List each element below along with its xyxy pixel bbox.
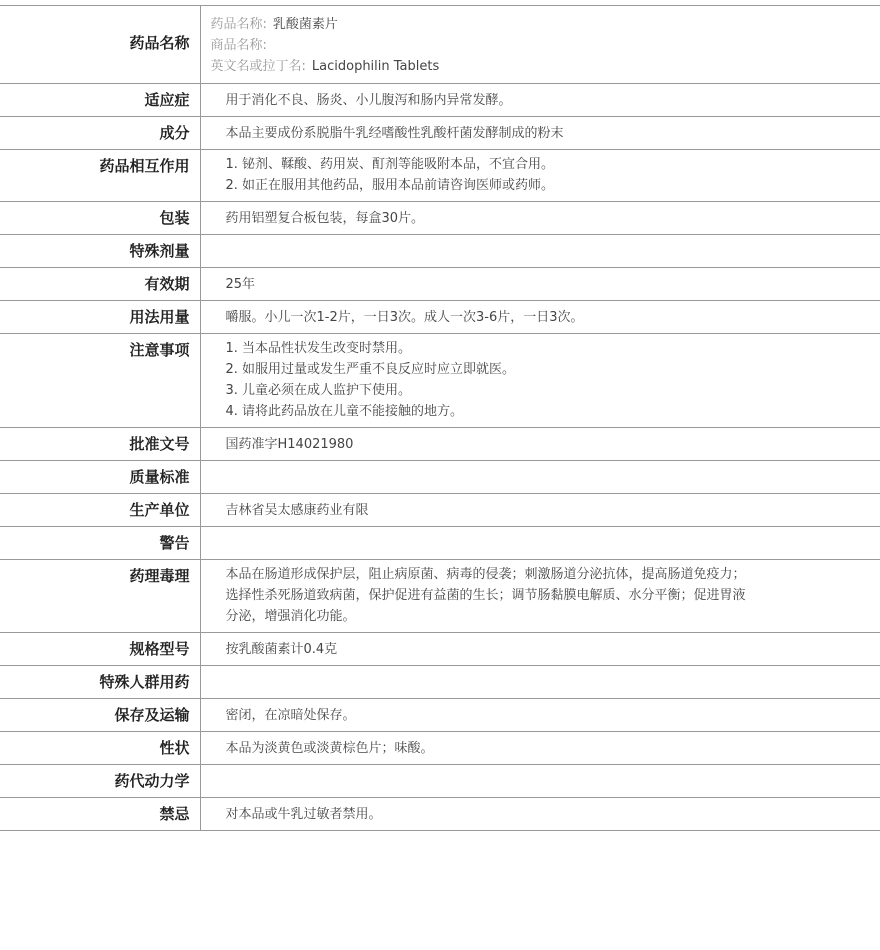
label-pharmacokinetics: 药代动力学	[0, 765, 200, 798]
value-packaging	[200, 202, 880, 235]
row-packaging	[0, 202, 880, 235]
label-dosage: 用法用量	[0, 301, 200, 334]
label-warning: 警告	[0, 527, 200, 560]
value-precautions	[200, 334, 880, 428]
value-dosage	[200, 301, 880, 334]
value-shelf-life	[200, 268, 880, 301]
label-packaging: 包装	[0, 202, 200, 235]
appearance-text: 本品为淡黄色或淡黄棕色片；味酸。	[225, 741, 434, 756]
value-pharmacokinetics	[200, 765, 880, 798]
dosage-text: 嚼服。小儿一次1-2片，一日3次。成人一次3-6片，一日3次。	[225, 310, 584, 325]
precaution-line-1: 1. 当本品性状发生改变时禁用。	[225, 341, 412, 356]
row-indication	[0, 84, 880, 117]
value-special-dosage	[200, 235, 880, 268]
generic-name-key: 药品名称:	[210, 17, 267, 32]
generic-name-line	[211, 14, 880, 35]
packaging-text: 药用铝塑复合板包装，每盒30片。	[225, 211, 425, 226]
shelf-life-text: 25年	[225, 277, 256, 292]
contraindications-text: 对本品或牛乳过敏者禁用。	[225, 807, 382, 822]
value-manufacturer	[200, 494, 880, 527]
row-approval-number	[0, 428, 880, 461]
row-specification	[0, 633, 880, 666]
drug-spec-table	[0, 5, 880, 831]
row-pharmacokinetics	[0, 765, 880, 798]
value-specification	[200, 633, 880, 666]
label-drug-name: 药品名称	[0, 6, 200, 84]
english-name-line	[211, 56, 880, 77]
row-drug-name	[0, 6, 880, 84]
row-precautions	[0, 334, 880, 428]
interaction-line-1: 1. 铋剂、鞣酸、药用炭、酊剂等能吸附本品，不宜合用。	[225, 157, 555, 172]
value-appearance	[200, 732, 880, 765]
row-manufacturer	[0, 494, 880, 527]
approval-number-text: 国药准字H14021980	[225, 437, 354, 452]
row-ingredients	[0, 117, 880, 150]
row-contraindications	[0, 798, 880, 831]
label-ingredients: 成分	[0, 117, 200, 150]
label-indication: 适应症	[0, 84, 200, 117]
ingredients-text: 本品主要成份系脱脂牛乳经嗜酸性乳酸杆菌发酵制成的粉末	[225, 126, 564, 141]
label-precautions: 注意事项	[0, 334, 200, 428]
row-special-populations	[0, 666, 880, 699]
label-special-dosage: 特殊剂量	[0, 235, 200, 268]
row-storage	[0, 699, 880, 732]
interaction-line-2: 2. 如正在服用其他药品，服用本品前请咨询医师或药师。	[225, 178, 555, 193]
value-quality-standard	[200, 461, 880, 494]
value-contraindications	[200, 798, 880, 831]
specification-text: 按乳酸菌素计0.4克	[225, 642, 338, 657]
value-ingredients	[200, 117, 880, 150]
trade-name-line	[211, 35, 880, 56]
label-storage: 保存及运输	[0, 699, 200, 732]
drug-names-cell	[200, 6, 880, 84]
row-quality-standard	[0, 461, 880, 494]
precaution-line-3: 3. 儿童必须在成人监护下使用。	[225, 383, 412, 398]
value-approval-number	[200, 428, 880, 461]
label-quality-standard: 质量标准	[0, 461, 200, 494]
label-appearance: 性状	[0, 732, 200, 765]
english-name-value: Lacidophilin Tablets	[311, 59, 440, 74]
label-special-populations: 特殊人群用药	[0, 666, 200, 699]
value-indication	[200, 84, 880, 117]
value-warning	[200, 527, 880, 560]
label-approval-number: 批准文号	[0, 428, 200, 461]
value-storage	[200, 699, 880, 732]
pharmacology-line-2: 选择性杀死肠道致病菌，保护促进有益菌的生长；调节肠黏膜电解质、水分平衡；促进胃液	[225, 588, 746, 603]
row-special-dosage	[0, 235, 880, 268]
label-manufacturer: 生产单位	[0, 494, 200, 527]
row-dosage	[0, 301, 880, 334]
label-interactions: 药品相互作用	[0, 150, 200, 202]
value-special-populations	[200, 666, 880, 699]
label-contraindications: 禁忌	[0, 798, 200, 831]
manufacturer-text: 吉林省吴太感康药业有限	[225, 503, 369, 518]
value-interactions	[200, 150, 880, 202]
generic-name-value: 乳酸菌素片	[272, 17, 338, 32]
row-appearance	[0, 732, 880, 765]
precaution-line-4: 4. 请将此药品放在儿童不能接触的地方。	[225, 404, 464, 419]
label-specification: 规格型号	[0, 633, 200, 666]
pharmacology-line-1: 本品在肠道形成保护层，阻止病原菌、病毒的侵袭；刺激肠道分泌抗体，提高肠道免疫力；	[225, 567, 746, 582]
trade-name-key: 商品名称:	[210, 38, 267, 53]
row-interactions	[0, 150, 880, 202]
storage-text: 密闭，在凉暗处保存。	[225, 708, 356, 723]
row-shelf-life	[0, 268, 880, 301]
indication-text: 用于消化不良、肠炎、小儿腹泻和肠内异常发酵。	[225, 93, 512, 108]
pharmacology-line-3: 分泌，增强消化功能。	[225, 609, 356, 624]
row-pharmacology	[0, 560, 880, 633]
label-shelf-life: 有效期	[0, 268, 200, 301]
english-name-key: 英文名或拉丁名:	[210, 59, 306, 74]
row-warning	[0, 527, 880, 560]
precaution-line-2: 2. 如服用过量或发生严重不良反应时应立即就医。	[225, 362, 516, 377]
value-pharmacology	[200, 560, 880, 633]
label-pharmacology: 药理毒理	[0, 560, 200, 633]
